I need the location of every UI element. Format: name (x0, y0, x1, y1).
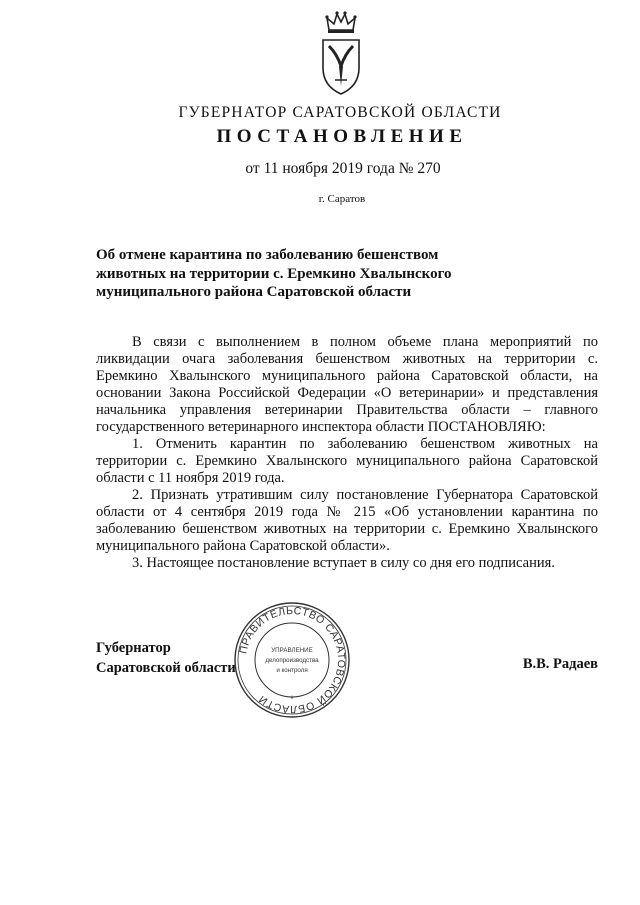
body-paragraph-item-1: 1. Отменить карантин по заболеванию бешенством животных на территории с. Еремкино Хвалынского муниципального района Саратовской области с 11 ноября 2019 года. (96, 436, 598, 486)
stamp-star: * (290, 694, 294, 704)
stamp-outer-text: ПРАВИТЕЛЬСТВО САРАТОВСКОЙ ОБЛАСТИ (237, 604, 348, 716)
official-stamp (232, 600, 352, 720)
title-line: Об отмене карантина по заболеванию бешенством (96, 247, 439, 263)
stamp-inner-line: и контроля (276, 667, 308, 674)
signatory-name: В.В. Радаев (522, 656, 598, 672)
document-body (96, 334, 598, 572)
crown-shield-icon (317, 10, 365, 96)
document-type-heading: ПОСТАНОВЛЕНИЕ (216, 126, 468, 147)
body-paragraph-preamble: В связи с выполнением в полном объеме плана мероприятий по ликвидации очага заболевания бешенством животных на территории с. Еремкино Хвалынского муниципального района Саратовской области, на основании Закона Российской Федерации «О ветеринарии» и представления начальника управления ветеринарии Правительства области – главного государственного ветеринарного инспектора области ПОСТАНОВЛЯЮ: (96, 334, 598, 435)
signatory-role-line: Саратовской области (96, 660, 236, 676)
round-seal-icon (232, 600, 352, 720)
document-title (96, 246, 476, 302)
document-city: г. Саратов (318, 193, 366, 205)
signatory-role-line: Губернатор (96, 640, 171, 656)
stamp-inner-line: УПРАВЛЕНИЕ (271, 647, 313, 654)
coat-of-arms-emblem (317, 10, 365, 96)
signatory-role (96, 638, 236, 678)
body-paragraph-item-3: 3. Настоящее постановление вступает в силу со дня его подписания. (132, 555, 555, 571)
title-line: муниципального района Саратовской области (96, 284, 412, 300)
body-paragraph-item-2: 2. Признать утратившим силу постановление Губернатора Саратовской области от 4 сентября 2019 года № 215 «Об установлении карантина по заболеванию бешенством животных на территории с. Еремкино Хвалынского муниципального района Саратовской области». (96, 487, 598, 554)
document-date-number: от 11 ноября 2019 года № 270 (245, 160, 441, 177)
stamp-inner-line: делопроизводства (265, 657, 319, 664)
issuing-authority: ГУБЕРНАТОР САРАТОВСКОЙ ОБЛАСТИ (178, 104, 502, 121)
title-line: животных на территории с. Еремкино Хвалынского (96, 265, 452, 282)
